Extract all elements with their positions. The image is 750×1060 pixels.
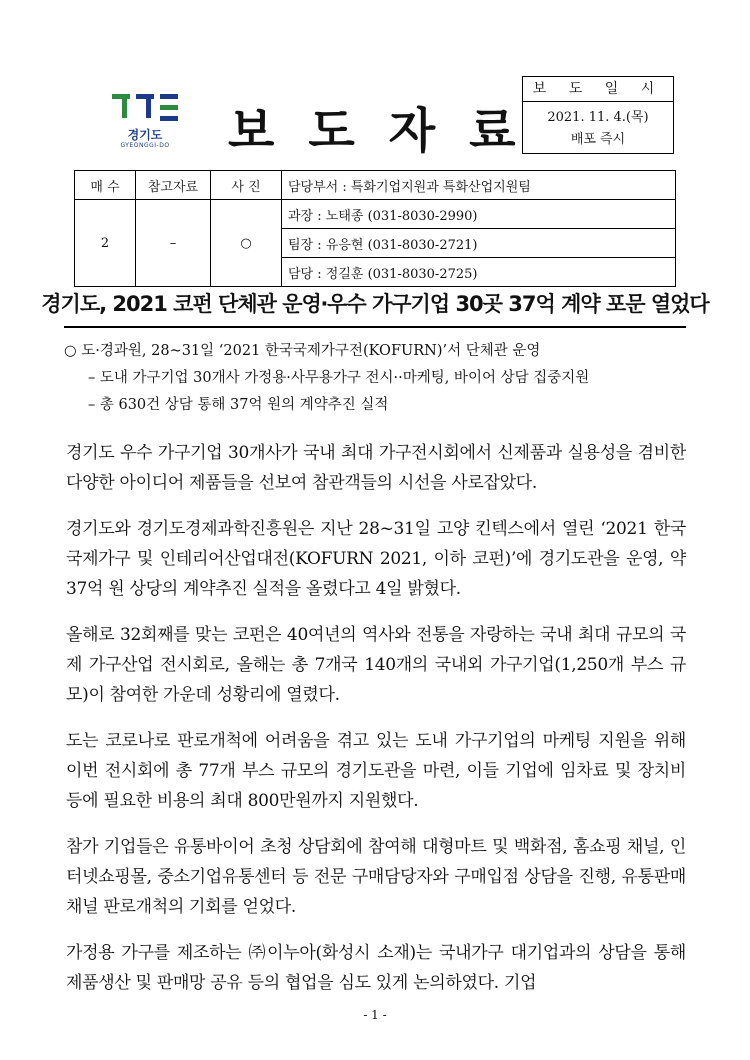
- release-info-box: [522, 76, 674, 154]
- contact-staff: 담당 : 정길훈 (031-8030-2725): [282, 258, 676, 287]
- body-paragraph: 경기도와 경기도경제과학진흥원은 지난 28~31일 고양 킨텍스에서 열린 ‘2021 한국국제가구 및 인테리어산업대전(KOFURN 2021, 이하 코펀)’에 경기도관을 운영, 약 37억 원 상당의 계약추진 실적을 올렸다고 4일 밝혔다.: [66, 519, 686, 599]
- header-photos: 사 진: [211, 171, 282, 200]
- summary-item: ○ 도·경과원, 28~31일 ‘2021 한국국제가구전(KOFURN)’서 단체관 운영: [64, 343, 541, 359]
- document-title: 보도자료: [228, 103, 550, 159]
- header-attachments: 참고자료: [136, 171, 211, 200]
- page-number: - 1 -: [363, 1008, 387, 1022]
- summary-item: – 도내 가구기업 30개사 가정용·사무용가구 전시··마케팅, 바이어 상담 집중지원: [88, 370, 590, 386]
- headline-divider: [64, 326, 686, 328]
- body-paragraph: 경기도 우수 가구기업 30개사가 국내 최대 가구전시회에서 신제품과 실용성을 겸비한 다양한 아이디어 제품들을 선보여 참관객들의 시선을 사로잡았다.: [66, 443, 686, 493]
- header-pages: 매 수: [75, 171, 136, 200]
- body-paragraph: 참가 기업들은 유통바이어 초청 상담회에 참여해 대형마트 및 백화점, 홈쇼핑 채널, 인터넷쇼핑몰, 중소기업유통센터 등 전문 구매담당자와 구매입점 상담을 진행, 유통판매 채널 판로개척의 기회를 얻었다.: [66, 837, 686, 917]
- body-paragraph: 가정용 가구를 제조하는 ㈜이누아(화성시 소재)는 국내가구 대기업과의 상담을 통해 제품생산 및 판매망 공유 등의 협업을 심도 있게 논의하였다. 기업: [66, 943, 686, 993]
- release-note: 배포 즉시: [570, 132, 626, 147]
- info-table: [74, 170, 676, 287]
- gyeonggi-logo: [108, 92, 182, 150]
- release-heading: 보 도 일 시: [523, 77, 673, 102]
- contact-team-leader: 팀장 : 유응현 (031-8030-2721): [282, 229, 676, 258]
- value-attachments: –: [136, 200, 211, 287]
- gyeonggi-emblem-icon: [108, 92, 182, 124]
- logo-subtitle: GYEONGGI-DO: [120, 142, 170, 149]
- contact-director: 과장 : 노태종 (031-8030-2990): [282, 200, 676, 229]
- body-paragraph: 올해로 32회째를 맞는 코펀은 40여년의 역사와 전통을 자랑하는 국내 최대 규모의 국제 가구산업 전시회로, 올해는 총 7개국 140개의 국내외 가구기업(1,250개 부스 규모)이 참여한 가운데 성황리에 열렸다.: [66, 625, 686, 705]
- value-photos: ○: [211, 200, 282, 287]
- summary-item: – 총 630건 상담 통해 37억 원의 계약추진 실적: [88, 397, 389, 413]
- summary-block: [64, 338, 686, 419]
- release-date: 2021. 11. 4.(목): [547, 110, 649, 125]
- article-body: [66, 438, 686, 1014]
- logo-name: 경기도: [127, 128, 163, 142]
- body-paragraph: 도는 코로나로 판로개척에 어려움을 겪고 있는 도내 가구기업의 마케팅 지원을 위해 이번 전시회에 총 77개 부스 규모의 경기도관을 마련, 이들 기업에 임차료 및 장치비 등에 필요한 비용의 최대 800만원까지 지원했다.: [66, 731, 686, 811]
- headline: 경기도, 2021 코펀 단체관 운영‧우수 가구기업 30곳 37억 계약 포문 열었다: [41, 292, 709, 316]
- value-pages: 2: [75, 200, 136, 287]
- department-cell: 담당부서 : 특화기업지원과 특화산업지원팀: [282, 171, 676, 200]
